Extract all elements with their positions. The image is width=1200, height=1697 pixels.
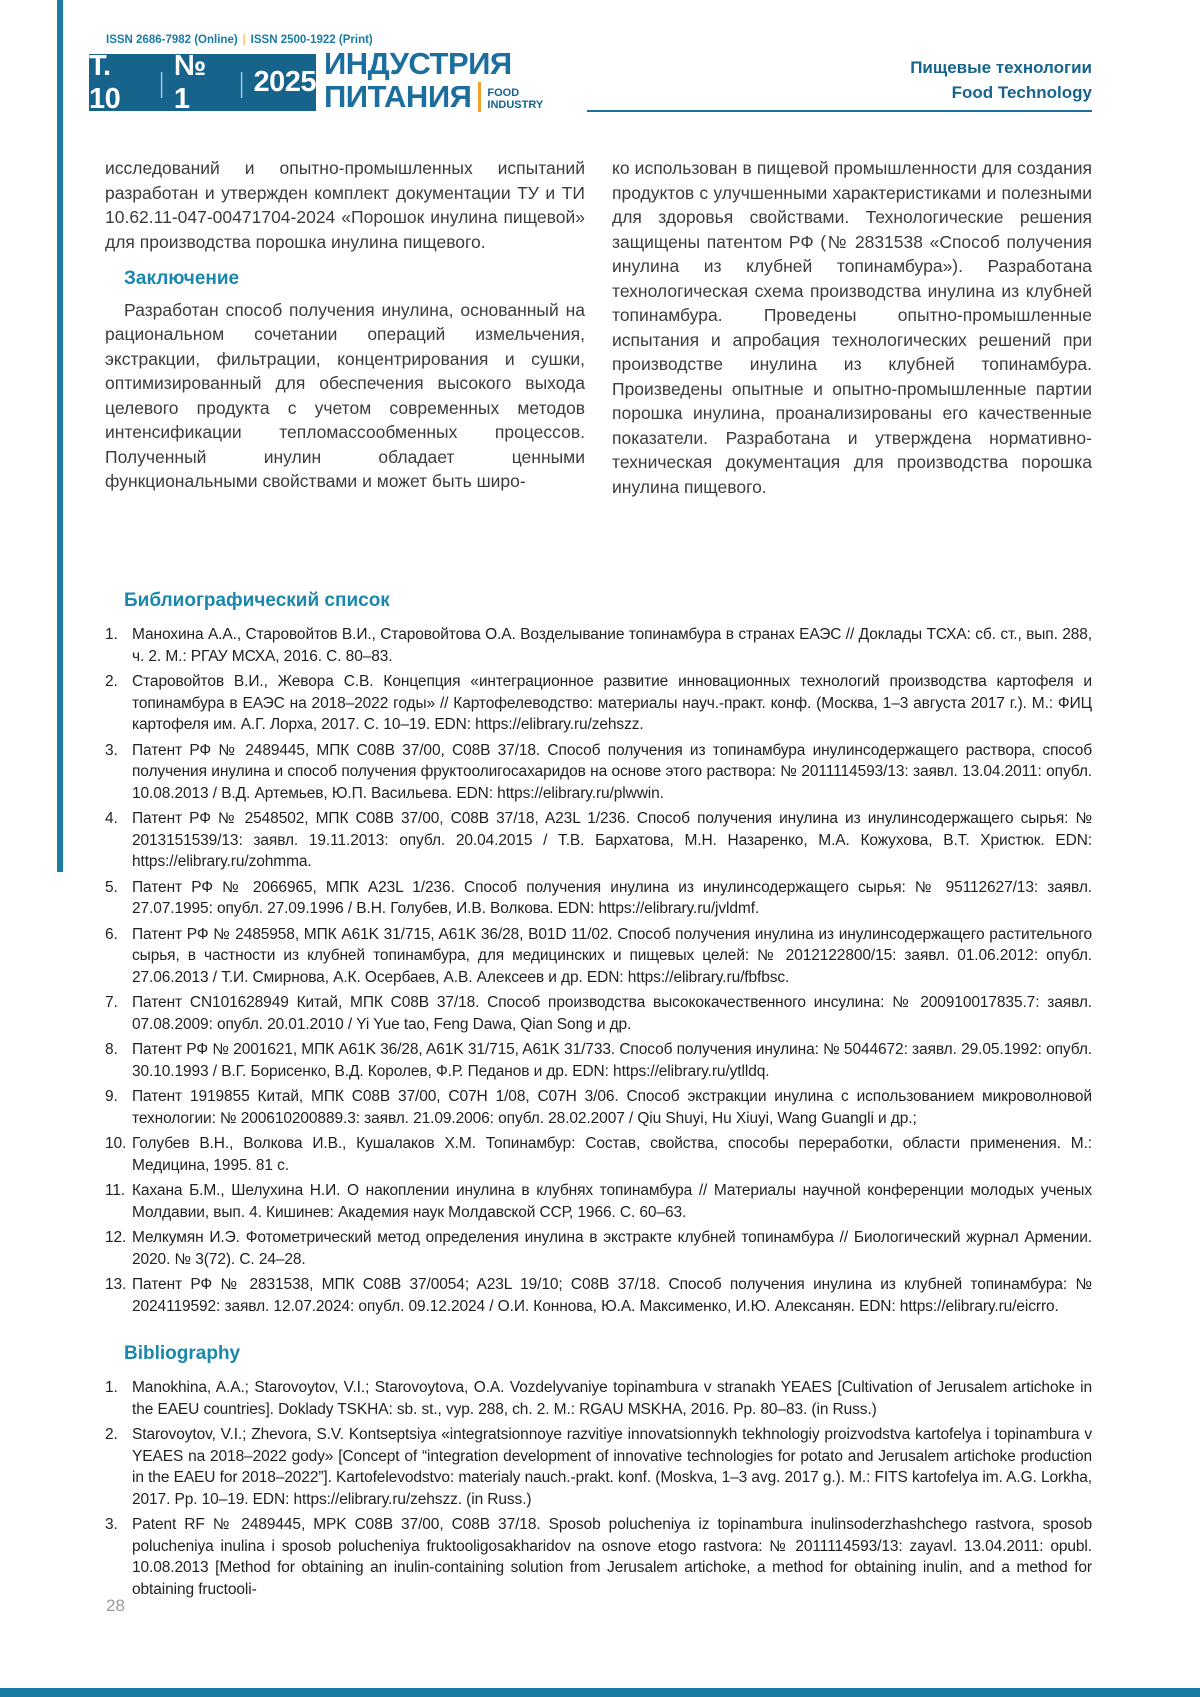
reference-item <box>105 1424 1092 1510</box>
section-title <box>910 55 1092 105</box>
reference-item <box>105 1133 1092 1176</box>
reference-item <box>105 1227 1092 1270</box>
reference-item <box>105 1274 1092 1317</box>
body-paragraph: Разработан способ получения инулина, основанный на рациональном сочетании операций измельчения, экстракции, фильтрации, концентрирования и сушки, оптимизированный для обеспечения высокого выхода целевого продукта с учетом современных методов интенсификации тепломассообменных процессов. Полученный инулин обладает ценными функциональными свойствами и может быть широ- <box>105 299 585 491</box>
reference-item <box>105 1039 1092 1082</box>
reference-number: 5. <box>105 878 118 896</box>
journal-logo-line1: ИНДУСТРИЯ <box>324 46 512 81</box>
issn-line <box>106 34 373 46</box>
reference-text: Манохина А.А., Старовойтов В.И., Старовойтова О.А. Возделывание топинамбура в странах ЕАЭС // Доклады ТСХА: сб. ст., вып. 288, ч. 2. М.: РГАУ МСХА, 2016. С. 80–83. <box>132 626 1092 665</box>
reference-number: 13. <box>105 1276 127 1293</box>
reference-text: Manokhina, A.A.; Starovoytov, V.I.; Starovoytova, O.A. Vozdelyvaniye topinambura v stranakh YEAES [Cultivation of Jerusalem artichoke in the EAEU countries]. Doklady TSKHA: sb. st., vyp. 288, ch. 2. M.: RGAU MSKHA, 2016. Pp. 80–83. (in Russ.) <box>132 1379 1092 1418</box>
reference-text: Старовойтов В.И., Жевора С.В. Концепция «интеграционное развитие инновационных технологий производства картофеля и топинамбура в ЕАЭС на 2018–2022 годы» // Картофелеводство: материалы науч.-практ. конф. (Москва, 1–3 августа 2017 г.). М.: ФИЦ картофеля им. А.Г. Лорха, 2017. С. 10–19. EDN: https://elibrary.ru/zehszz. <box>132 673 1092 733</box>
reference-item <box>105 1086 1092 1129</box>
reference-item <box>105 740 1092 805</box>
reference-number: 12. <box>105 1229 127 1246</box>
reference-text: Patent RF № 2489445, MPK C08B 37/00, C08B 37/18. Sposob polucheniya iz topinambura inulinsoderzhashchego rastvora, sposob polucheniya inulina i sposob polucheniya fruktooligosakharidov na osnove etogo rastvora: № 2011114593/13: zayavl. 13.04.2011: opubl. 10.08.2013 [Method for obtaining an inulin-containing solution from Jerusalem artichoke, a method for obtaining inulin, and a method for obtaining fructooli- <box>132 1516 1092 1598</box>
journal-logo <box>324 48 543 112</box>
journal-logo-subtitle-industry: INDUSTRY <box>487 98 544 111</box>
reference-text: Голубев В.Н., Волкова И.В., Кушалаков Х.М. Топинамбур: Состав, свойства, способы переработки, области применения. М.: Медицина, 1995. 81 с. <box>132 1135 1092 1174</box>
reference-item <box>105 808 1092 873</box>
abstract-column-right <box>612 156 1092 560</box>
journal-logo-subtitle <box>487 88 543 112</box>
reference-item <box>105 1180 1092 1223</box>
body-paragraph: ко использован в пищевой промышленности для создания продуктов с улучшенными характеристиками и полезными для здоровья свойствами. Технологические решения защищены патентом РФ (№ 2831538 «Способ получения инулина из клубней топинамбура»). Разработана технологическая схема производства инулина из клубней топинамбура. Проведены опытно-промышленные испытания и апробация технологических решений при производстве инулина из клубней топинамбура. Произведены опытные и опытно-промышленные партии порошка инулина, проанализированы его качественные показатели. Разработана и утверждена нормативно-техническая документация для производства порошка инулина пищевого. <box>612 158 1092 497</box>
reference-item <box>105 624 1092 667</box>
left-accent-bar <box>57 0 63 872</box>
issue-divider: | <box>239 66 244 98</box>
reference-item <box>105 992 1092 1035</box>
volume-divider: | <box>159 66 164 98</box>
reference-number: 4. <box>105 810 118 827</box>
reference-item <box>105 877 1092 920</box>
year-label: 2025 <box>253 66 316 98</box>
reference-number: 3. <box>105 741 118 759</box>
reference-text: Мелкумян И.Э. Фотометрический метод определения инулина в экстракте клубней топинамбура // Биологический журнал Армении. 2020. № 3(72). С. 24–28. <box>132 1229 1092 1268</box>
reference-number: 6. <box>105 925 118 943</box>
section-title-en: Food Technology <box>951 83 1092 102</box>
reference-text: Патент CN101628949 Китай, МПК C08B 37/18. Способ производства высококачественного инсулина: № 200910017835.7: заявл. 07.08.2009: опубл. 20.01.2010 / Yi Yue tao, Feng Dawa, Qian Song и др. <box>132 994 1092 1033</box>
abstract-column-left <box>105 156 585 560</box>
bottom-accent-bar <box>0 1688 1200 1697</box>
reference-number: 2. <box>105 1426 118 1443</box>
issn-online-label: ISSN 2686-7982 (Online) <box>106 34 238 46</box>
reference-number: 1. <box>105 1379 118 1396</box>
reference-number: 7. <box>105 994 118 1011</box>
reference-number: 2. <box>105 673 118 690</box>
reference-number: 3. <box>105 1516 118 1533</box>
reference-text: Кахана Б.М., Шелухина Н.И. О накоплении инулина в клубнях топинамбура // Материалы научной конференции молодых ученых Молдавии, вып. 4. Кишинев: Академия наук Молдавской ССР, 1966. С. 60–63. <box>132 1182 1092 1221</box>
issue-label: № 1 <box>173 49 206 115</box>
reference-number: 9. <box>105 1088 118 1105</box>
reference-item <box>105 1377 1092 1420</box>
reference-text: Патент РФ № 2489445, МПК C08B 37/00, C08B 37/18. Способ получения из топинамбура инулинсодержащего раствора, способ получения инулина и способ получения фруктоолигосахаридов на основе этого раствора: № 2011114593/13: заявл. 13.04.2011: опубл. 10.08.2013 / В.Д. Артемьев, Ю.П. Васильева. EDN: https://elibrary.ru/plwwin. <box>132 741 1092 802</box>
body-paragraph: исследований и опытно-промышленных испытаний разработан и утвержден комплект документации ТУ и ТИ 10.62.11-047-00471704-2024 «Порошок инулина пищевой» для производства порошка инулина пищевого. <box>105 158 585 252</box>
header-rule <box>587 110 1092 112</box>
journal-logo-line2: ПИТАНИЯ <box>324 79 472 114</box>
section-title-ru: Пищевые технологии <box>910 58 1092 77</box>
reference-item <box>105 924 1092 989</box>
reference-text: Патент РФ № 2485958, МПК A61K 31/715, A61K 36/28, B01D 11/02. Способ получения инулина из инулинсодержащего растительного сырья, в частности из клубней топинамбура, для медицинских и пищевых целей: № 2012122800/15: заявл. 01.06.2012: опубл. 27.06.2013 / Т.И. Смирнова, А.К. Осербаев, А.В. Алексеев и др. EDN: https://elibrary.ru/fbfbsc. <box>132 925 1092 986</box>
reference-item <box>105 1514 1092 1600</box>
reference-text: Патент РФ № 2001621, МПК A61K 36/28, A61K 31/715, A61K 31/733. Способ получения инулина: № 5044672: заявл. 29.05.1992: опубл. 30.10.1993 / В.Г. Борисенко, В.Д. Королев, Ф.Р. Педанов и др. EDN: https://elibrary.ru/ytlldq. <box>132 1041 1092 1080</box>
reference-text: Патент 1919855 Китай, МПК C08B 37/00, C07H 1/08, C07H 3/06. Способ экстракции инулина с использованием микроволновой технологии: № 200610200889.3: заявл. 21.09.2006: опубл. 28.02.2007 / Qiu Shuyi, Hu Xiuyi, Wang Guangli и др.; <box>132 1088 1092 1127</box>
volume-issue-box <box>89 49 316 115</box>
reference-number: 10. <box>105 1135 127 1152</box>
reference-number: 1. <box>105 626 118 643</box>
issn-divider: | <box>242 34 246 46</box>
references-list-en <box>105 1377 1092 1600</box>
references-list-ru <box>105 624 1092 1317</box>
reference-number: 8. <box>105 1041 118 1058</box>
reference-text: Патент РФ № 2831538, МПК C08B 37/0054; A23L 19/10; C08B 37/18. Способ получения инулина из клубней топинамбура: № 2024119592: заявл. 12.07.2024: опубл. 09.12.2024 / О.И. Коннова, Ю.А. Максименко, И.Ю. Алексанян. EDN: https://elibrary.ru/eicrro. <box>132 1276 1092 1315</box>
conclusion-heading: Заключение <box>124 268 240 289</box>
references-heading-ru: Библиографический список <box>124 590 390 611</box>
article-body <box>105 156 1092 560</box>
page-number: 28 <box>106 1596 125 1615</box>
reference-text: Starovoytov, V.I.; Zhevora, S.V. Kontseptsiya «integratsionnoye razvitiye innovatsionnykh tekhnologiy proizvodstva kartofelya i topinambura v YEAES na 2018–2022 gody» [Concept of “integration development of innovative technologies for potato and Jerusalem artichoke production in the EAEU for 2018–2022”]. Kartofelevodstvo: materialy nauch.-prakt. konf. (Moskva, 1–3 avg. 2017 g.). M.: FITS kartofelya im. A.G. Lorkha, 2017. Pp. 10–19. EDN: https://elibrary.ru/zehszz. (in Russ.) <box>132 1426 1092 1508</box>
main-content <box>105 156 1092 1604</box>
volume-label: Т. 10 <box>89 49 121 115</box>
logo-divider-bar <box>478 82 481 112</box>
issn-print-label: ISSN 2500-1922 (Print) <box>250 34 373 46</box>
reference-text: Патент РФ № 2066965, МПК A23L 1/236. Способ получения инулина из инулинсодержащего сырья: № 95112627/13: заявл. 27.07.1995: опубл. 27.09.1996 / В.Н. Голубев, И.В. Волкова. EDN: https://elibrary.ru/jvldmf. <box>132 878 1092 917</box>
reference-text: Патент РФ № 2548502, МПК C08B 37/00, C08B 37/18, A23L 1/236. Способ получения инулина из инулинсодержащего сырья: № 2013151539/13: заявл. 19.11.2013: опубл. 20.04.2015 / Т.В. Бархатова, М.Н. Назаренко, М.А. Кожухова, В.Т. Христюк. EDN: https://elibrary.ru/zohmma. <box>132 810 1092 870</box>
reference-item <box>105 671 1092 736</box>
bibliography-heading-en: Bibliography <box>124 1343 241 1364</box>
reference-number: 11. <box>105 1182 126 1199</box>
journal-logo-subtitle-food: FOOD <box>487 87 520 99</box>
